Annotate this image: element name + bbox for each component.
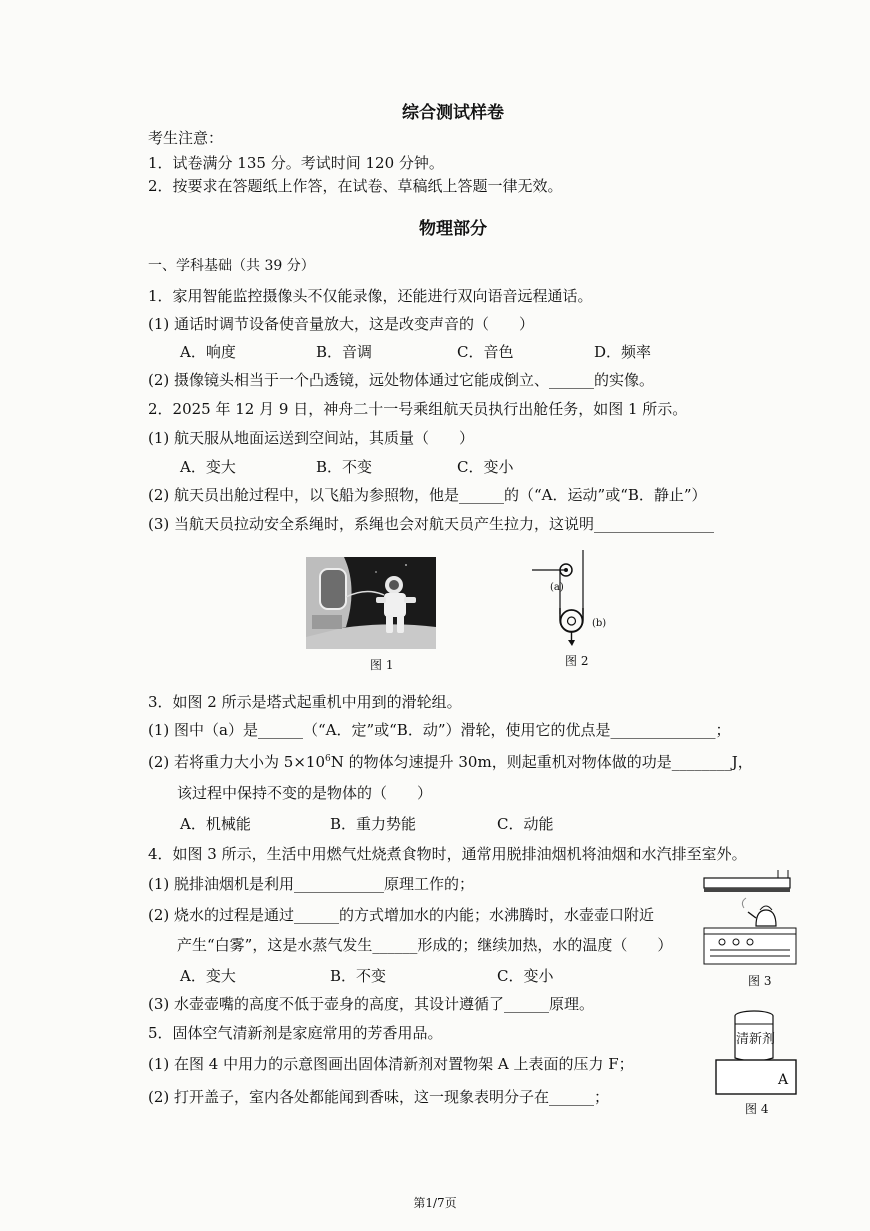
q3-sub2-pre: (2) 若将重力大小为 5×10 — [148, 753, 325, 771]
q3-sub2 — [148, 752, 753, 772]
figure-4-shelf-label: A — [778, 1072, 789, 1088]
notice-item-1: 1．试卷满分 135 分。考试时间 120 分钟。 — [148, 154, 444, 172]
q3-sub2-post: N 的物体匀速提升 30m，则起重机对物体做的功是________J， — [330, 753, 753, 771]
figure-3-caption: 图 3 — [748, 974, 772, 988]
figure-4-freshener-diagram — [712, 1010, 802, 1098]
q1-sub1: (1) 通话时调节设备使音量放大，这是改变声音的（ ） — [148, 315, 535, 333]
q4-option-a: A．变大 — [180, 967, 236, 985]
exam-title: 综合测试样卷 — [402, 103, 504, 123]
figure-2-pulley-diagram — [528, 548, 618, 648]
q5-sub2: (2) 打开盖子，室内各处都能闻到香味，这一现象表明分子在______； — [148, 1088, 610, 1106]
q4-stem: 4．如图 3 所示，生活中用燃气灶烧煮食物时，通常用脱排油烟机将油烟和水汽排至室外。 — [148, 845, 747, 863]
section-title: 一、学科基础（共 39 分） — [148, 258, 315, 274]
q1-option-b: B．音调 — [316, 343, 373, 361]
q3-sub2-line2: 该过程中保持不变的是物体的（ ） — [177, 784, 433, 802]
q5-sub1: (1) 在图 4 中用力的示意图画出固体清新剂对置物架 A 上表面的压力 F； — [148, 1055, 634, 1073]
q1-sub2: (2) 摄像镜头相当于一个凸透镜，远处物体通过它能成倒立、______的实像。 — [148, 371, 655, 389]
q2-stem: 2．2025 年 12 月 9 日，神舟二十一号乘组航天员执行出舱任务，如图 1 所示。 — [148, 400, 688, 418]
figure-1-caption: 图 1 — [370, 658, 394, 672]
q2-option-b: B．不变 — [316, 458, 373, 476]
figure-2-caption: 图 2 — [565, 654, 589, 668]
q4-option-b: B．不变 — [330, 967, 387, 985]
notice-item-2: 2．按要求在答题纸上作答，在试卷、草稿纸上答题一律无效。 — [148, 177, 563, 195]
q4-sub1: (1) 脱排油烟机是利用____________原理工作的； — [148, 875, 475, 893]
part-title: 物理部分 — [419, 219, 487, 239]
q4-sub2-line2: 产生“白雾”，这是水蒸气发生______形成的；继续加热，水的温度（ ） — [177, 936, 673, 954]
figure-1-astronaut-photo — [306, 557, 436, 649]
q3-option-a: A．机械能 — [180, 815, 251, 833]
q1-option-a: A．响度 — [180, 343, 236, 361]
q2-sub1: (1) 航天服从地面运送到空间站，其质量（ ） — [148, 429, 475, 447]
q2-option-c: C．变小 — [457, 458, 514, 476]
q3-stem: 3．如图 2 所示是塔式起重机中用到的滑轮组。 — [148, 693, 462, 711]
q5-stem: 5．固体空气清新剂是家庭常用的芳香用品。 — [148, 1024, 443, 1042]
q1-option-c: C．音色 — [457, 343, 514, 361]
q2-sub3: (3) 当航天员拉动安全系绳时，系绳也会对航天员产生拉力，这说明________________ — [148, 515, 715, 533]
q1-option-d: D．频率 — [594, 343, 652, 361]
q4-sub2-line1: (2) 烧水的过程是通过______的方式增加水的内能；水沸腾时，水壶壶口附近 — [148, 906, 655, 924]
q4-option-c: C．变小 — [497, 967, 554, 985]
figure-2-label-b: (b) — [592, 618, 607, 629]
q2-sub2: (2) 航天员出舱过程中，以飞船为参照物，他是______的（“A．运动”或“B．静止”） — [148, 486, 707, 504]
page-number: 第1/7页 — [413, 1196, 457, 1210]
figure-4-jar-label: 清新剂 — [736, 1032, 776, 1047]
figure-3-stove-diagram — [700, 870, 800, 968]
q1-stem: 1．家用智能监控摄像头不仅能录像，还能进行双向语音远程通话。 — [148, 287, 593, 305]
q3-sub1: (1) 图中（a）是______（“A．定”或“B．动”）滑轮，使用它的优点是______________； — [148, 721, 731, 739]
q3-option-c: C．动能 — [497, 815, 554, 833]
q2-option-a: A．变大 — [180, 458, 236, 476]
q4-sub3: (3) 水壶壶嘴的高度不低于壶身的高度，其设计遵循了______原理。 — [148, 995, 595, 1013]
figure-4-caption: 图 4 — [745, 1102, 769, 1116]
q3-option-b: B．重力势能 — [330, 815, 417, 833]
q3-sub2-exponent: 6 — [324, 754, 331, 764]
figure-2-label-a: (a) — [550, 582, 564, 593]
notice-heading: 考生注意： — [148, 129, 224, 147]
